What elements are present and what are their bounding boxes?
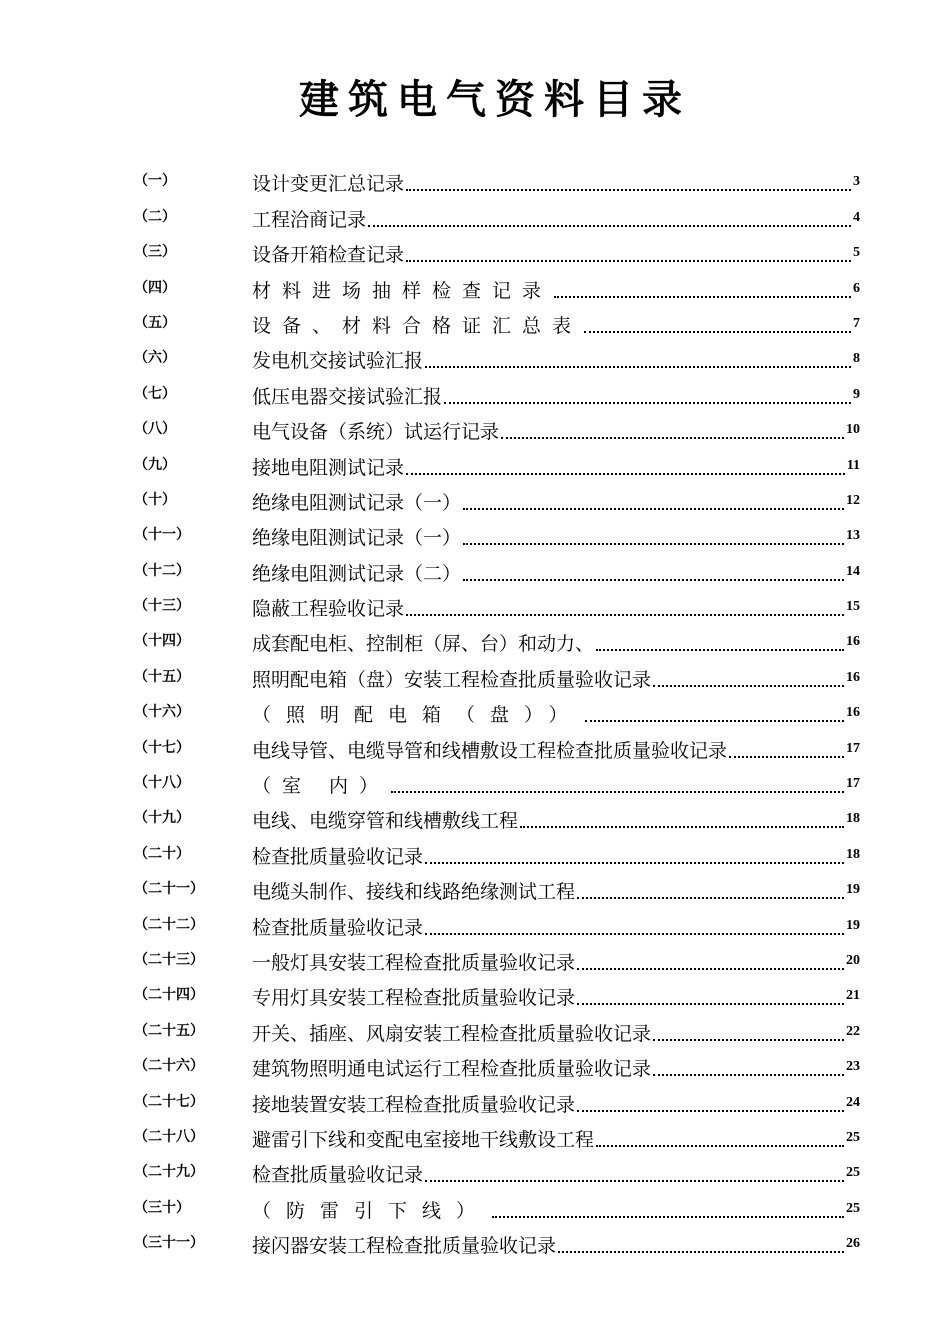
toc-dot-leader — [584, 330, 851, 333]
toc-entry-number: （二十七） — [134, 1094, 204, 1110]
toc-dot-leader — [444, 401, 851, 404]
toc-dot-leader — [463, 542, 844, 545]
toc-entry-number: （二十） — [134, 846, 190, 862]
toc-entry-number: （二十一） — [134, 882, 204, 898]
toc-dot-leader — [729, 755, 844, 758]
toc-entry[interactable] — [134, 268, 860, 303]
toc-dot-leader — [501, 436, 844, 439]
toc-entry-page: 12 — [846, 492, 860, 508]
toc-entry[interactable] — [134, 1118, 860, 1153]
toc-entry[interactable] — [134, 1188, 860, 1223]
toc-entry-page: 13 — [846, 528, 860, 544]
toc-dot-leader — [653, 1073, 844, 1076]
toc-entry[interactable] — [134, 657, 860, 692]
toc-dot-leader — [492, 1215, 844, 1218]
toc-dot-leader — [406, 613, 844, 616]
toc-entry-number: （十六） — [134, 705, 190, 721]
toc-entry-number: （三） — [134, 245, 176, 261]
toc-entry-number: （十九） — [134, 811, 190, 827]
toc-entry[interactable] — [134, 799, 860, 834]
toc-entry-title: 绝缘电阻测试记录（一） — [252, 527, 462, 550]
toc-dot-leader — [577, 896, 844, 899]
toc-entry[interactable] — [134, 728, 860, 763]
toc-entry-page: 24 — [846, 1094, 860, 1110]
toc-entry-page: 25 — [846, 1129, 860, 1145]
toc-entry-title: 检查批质量验收记录 — [252, 1164, 424, 1187]
toc-entry-page: 16 — [846, 669, 860, 685]
document-title: 建筑电气资料目录 — [299, 77, 691, 123]
toc-entry-title: 建筑物照明通电试运行工程检查批质量验收记录 — [252, 1058, 652, 1081]
toc-entry-title: （室 内） — [252, 775, 390, 798]
toc-entry-number: （三十一） — [134, 1236, 204, 1252]
toc-entry-number: （十七） — [134, 740, 190, 756]
toc-entry-title: 材料进场抽样检查记录 — [252, 279, 553, 302]
toc-dot-leader — [391, 790, 844, 793]
toc-entry-number: （十四） — [134, 634, 190, 650]
toc-entry-page: 18 — [846, 811, 860, 827]
toc-dot-leader — [577, 967, 844, 970]
toc-entry-page: 5 — [853, 245, 860, 261]
toc-dot-leader — [653, 1038, 844, 1041]
toc-entry-number: （五） — [134, 315, 176, 331]
toc-entry[interactable] — [134, 1011, 860, 1046]
toc-entry-page: 8 — [853, 351, 860, 367]
toc-entry[interactable] — [134, 941, 860, 976]
toc-dot-leader — [520, 825, 844, 828]
toc-entry[interactable] — [134, 1153, 860, 1188]
toc-dot-leader — [596, 1144, 844, 1147]
toc-entry-title: 电线、电缆穿管和线槽敷线工程 — [252, 810, 519, 833]
toc-entry-page: 17 — [846, 740, 860, 756]
toc-entry-page: 16 — [846, 634, 860, 650]
toc-entry-title: 发电机交接试验汇报 — [252, 350, 424, 373]
toc-entry-page: 25 — [846, 1165, 860, 1181]
toc-entry-number: （二十二） — [134, 917, 204, 933]
toc-entry-page: 6 — [853, 280, 860, 296]
toc-entry-number: （八） — [134, 422, 176, 438]
toc-dot-leader — [558, 1250, 844, 1253]
toc-entry-number: （十三） — [134, 599, 190, 615]
toc-entry[interactable] — [134, 587, 860, 622]
toc-dot-leader — [406, 259, 851, 262]
toc-entry-title: 检查批质量验收记录 — [252, 845, 424, 868]
toc-entry-page: 17 — [846, 776, 860, 792]
toc-entry-page: 4 — [853, 209, 860, 225]
toc-dot-leader — [368, 224, 851, 227]
toc-entry-number: （二十三） — [134, 952, 204, 968]
toc-entry-title: （照明配电箱（盘）） — [252, 704, 583, 727]
toc-entry-title: 低压电器交接试验汇报 — [252, 385, 443, 408]
toc-entry-number: （四） — [134, 280, 176, 296]
toc-entry-number: （七） — [134, 386, 176, 402]
table-of-contents — [134, 162, 860, 1259]
toc-entry-title: 开关、插座、风扇安装工程检查批质量验收记录 — [252, 1022, 652, 1045]
toc-entry-page: 20 — [846, 952, 860, 968]
toc-dot-leader — [425, 1179, 844, 1182]
toc-entry-title: 一般灯具安装工程检查批质量验收记录 — [252, 951, 576, 974]
toc-entry-page: 11 — [846, 457, 860, 473]
toc-dot-leader — [425, 365, 851, 368]
toc-entry-page: 26 — [846, 1236, 860, 1252]
toc-entry-title: 接闪器安装工程检查批质量验收记录 — [252, 1235, 557, 1258]
toc-entry-number: （三十） — [134, 1200, 190, 1216]
toc-entry-title: 检查批质量验收记录 — [252, 916, 424, 939]
toc-entry-title: 接地装置安装工程检查批质量验收记录 — [252, 1093, 576, 1116]
toc-entry-page: 25 — [846, 1200, 860, 1216]
toc-entry-page: 18 — [846, 846, 860, 862]
toc-dot-leader — [425, 932, 844, 935]
toc-entry[interactable] — [134, 622, 860, 657]
toc-entry-title: 专用灯具安装工程检查批质量验收记录 — [252, 987, 576, 1010]
toc-entry-title: 绝缘电阻测试记录（二） — [252, 562, 462, 585]
toc-entry-number: （六） — [134, 351, 176, 367]
toc-dot-leader — [425, 861, 844, 864]
toc-entry-title: 设备开箱检查记录 — [252, 244, 405, 267]
toc-dot-leader — [554, 295, 851, 298]
toc-entry-page: 7 — [853, 315, 860, 331]
toc-entry-number: （二十八） — [134, 1129, 204, 1145]
toc-entry[interactable] — [134, 374, 860, 409]
toc-entry-title: （防雷引下线） — [252, 1199, 491, 1222]
toc-entry[interactable] — [134, 233, 860, 268]
toc-entry[interactable] — [134, 905, 860, 940]
toc-entry-number: （二十九） — [134, 1165, 204, 1181]
toc-entry-page: 19 — [846, 917, 860, 933]
toc-entry[interactable] — [134, 1082, 860, 1117]
toc-entry-page: 9 — [853, 386, 860, 402]
toc-dot-leader — [463, 507, 844, 510]
toc-entry[interactable] — [134, 445, 860, 480]
toc-entry[interactable] — [134, 197, 860, 232]
toc-entry-number: （一） — [134, 174, 176, 190]
toc-dot-leader — [577, 1002, 844, 1005]
toc-entry-number: （二十六） — [134, 1059, 204, 1075]
toc-entry-page: 22 — [846, 1023, 860, 1039]
toc-entry-number: （二十四） — [134, 988, 204, 1004]
toc-entry-title: 工程洽商记录 — [252, 208, 367, 231]
toc-entry-page: 3 — [853, 174, 860, 190]
toc-entry[interactable] — [134, 304, 860, 339]
toc-entry[interactable] — [134, 693, 860, 728]
toc-entry-title: 电气设备（系统）试运行记录 — [252, 421, 500, 444]
toc-entry-title: 隐蔽工程验收记录 — [252, 598, 405, 621]
toc-entry-page: 19 — [846, 882, 860, 898]
toc-entry[interactable] — [134, 1047, 860, 1082]
toc-entry-number: （二十五） — [134, 1023, 204, 1039]
toc-dot-leader — [463, 578, 844, 581]
toc-entry-number: （十二） — [134, 563, 190, 579]
toc-entry-number: （二） — [134, 209, 176, 225]
toc-dot-leader — [585, 719, 844, 722]
toc-entry[interactable] — [134, 1224, 860, 1259]
toc-entry-number: （十五） — [134, 669, 190, 685]
toc-entry-title: 绝缘电阻测试记录（一） — [252, 491, 462, 514]
toc-entry-number: （十） — [134, 492, 176, 508]
toc-dot-leader — [406, 472, 845, 475]
toc-entry-title: 照明配电箱（盘）安装工程检查批质量验收记录 — [252, 668, 652, 691]
toc-entry-title: 成套配电柜、控制柜（屏、台）和动力、 — [252, 633, 595, 656]
toc-entry-title: 设计变更汇总记录 — [252, 173, 405, 196]
toc-entry[interactable] — [134, 481, 860, 516]
toc-entry-page: 21 — [846, 988, 860, 1004]
toc-entry-number: （十一） — [134, 528, 190, 544]
toc-dot-leader — [653, 684, 844, 687]
toc-dot-leader — [406, 188, 851, 191]
toc-entry[interactable] — [134, 410, 860, 445]
toc-entry-number: （九） — [134, 457, 176, 473]
toc-entry[interactable] — [134, 551, 860, 586]
toc-dot-leader — [596, 648, 844, 651]
toc-entry-number: （十八） — [134, 776, 190, 792]
toc-entry[interactable] — [134, 834, 860, 869]
toc-dot-leader — [577, 1109, 844, 1112]
toc-entry-title: 电线导管、电缆导管和线槽敷设工程检查批质量验收记录 — [252, 739, 728, 762]
toc-entry-page: 16 — [846, 705, 860, 721]
toc-entry-title: 避雷引下线和变配电室接地干线敷设工程 — [252, 1128, 595, 1151]
toc-entry-page: 10 — [846, 422, 860, 438]
toc-entry-page: 15 — [846, 599, 860, 615]
toc-entry[interactable] — [134, 516, 860, 551]
toc-entry[interactable] — [134, 870, 860, 905]
toc-entry-page: 14 — [846, 563, 860, 579]
toc-entry-title: 设备、材料合格证汇总表 — [252, 314, 583, 337]
toc-entry[interactable] — [134, 339, 860, 374]
toc-entry[interactable] — [134, 976, 860, 1011]
toc-entry-page: 23 — [846, 1059, 860, 1075]
toc-entry-title: 电缆头制作、接线和线路绝缘测试工程 — [252, 881, 576, 904]
toc-entry[interactable] — [134, 162, 860, 197]
toc-entry-title: 接地电阻测试记录 — [252, 456, 405, 479]
toc-entry[interactable] — [134, 764, 860, 799]
